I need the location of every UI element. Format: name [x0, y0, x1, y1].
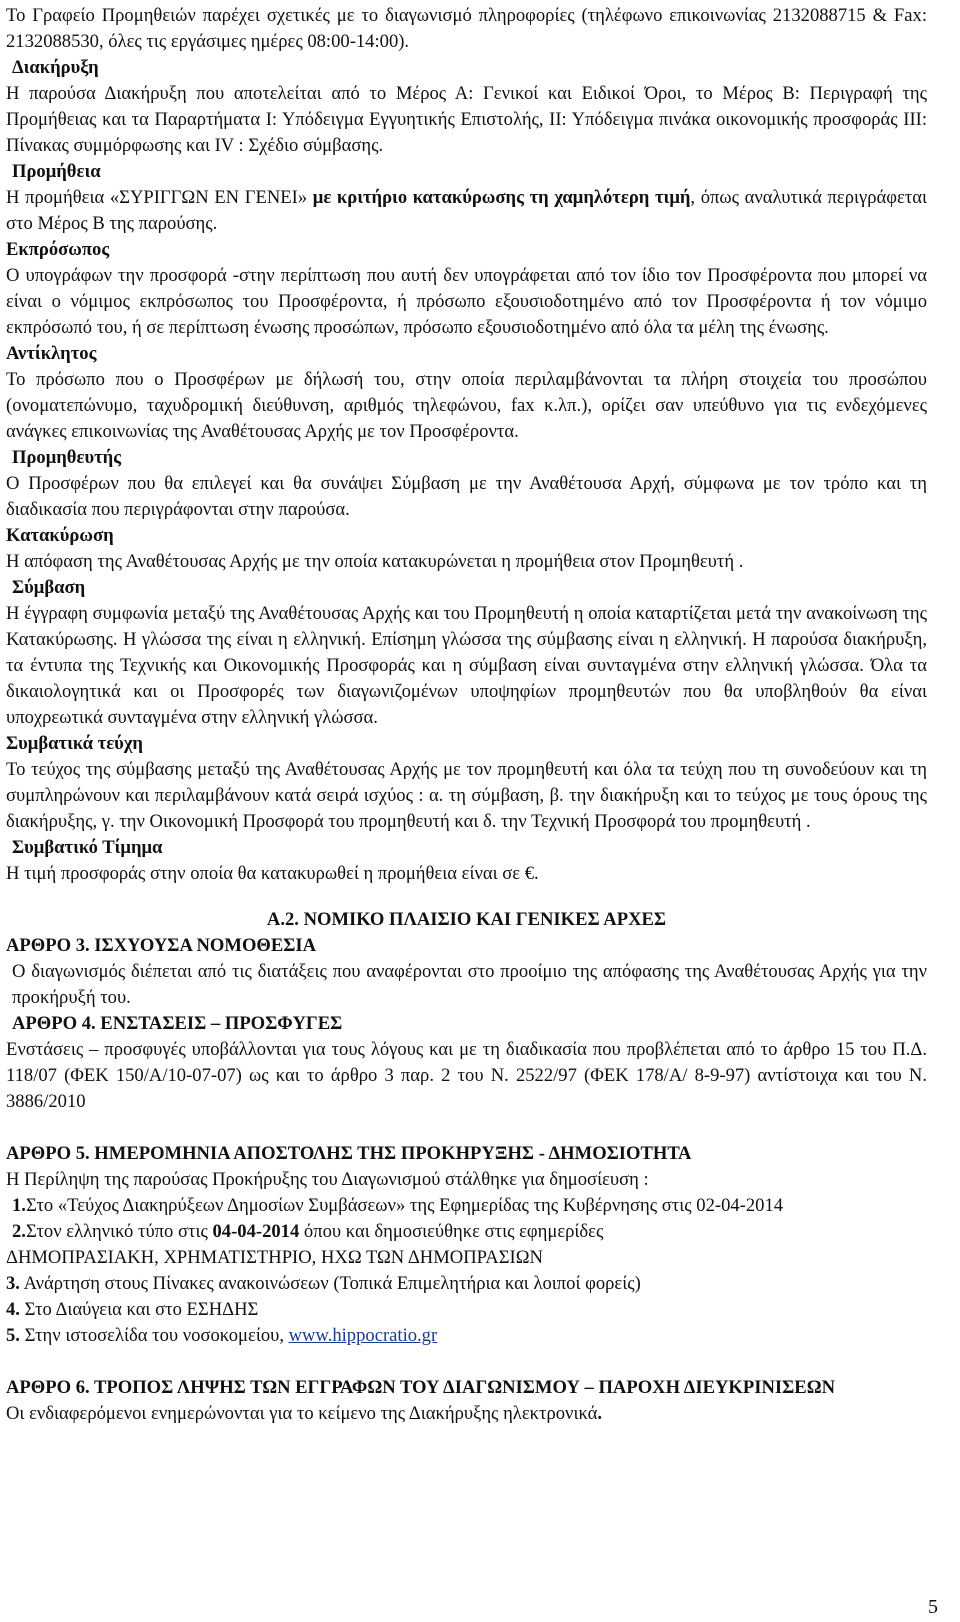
article5-lead: Η Περίληψη της παρούσας Προκήρυξης του Διαγωνισμού στάλθηκε για δημοσίευση :: [6, 1169, 649, 1190]
hospital-website-link[interactable]: www.hippocratio.gr: [288, 1325, 438, 1346]
def-promitheia-criterion: με κριτήριο κατακύρωσης τη χαμηλότερη τιμή: [312, 187, 691, 208]
article3-text: Ο διαγωνισμός διέπεται από τις διατάξεις που αναφέρονται στο προοίμιο της απόφασης της Αναθέτουσας Αρχής για την προκήρυξή του.: [12, 961, 927, 1008]
page-number: 5: [928, 1596, 938, 1618]
item-text: Στον ελληνικό τύπο στις: [25, 1221, 213, 1242]
term-symvatika-tefxi: Συμβατικά τεύχη: [6, 733, 143, 754]
article5-item3: [6, 1271, 927, 1297]
item-text: όπου και δημοσιεύθηκε στις εφημερίδες: [299, 1221, 604, 1242]
article6-title: ΑΡΘΡΟ 6. ΤΡΟΠΟΣ ΛΗΨΗΣ ΤΩΝ ΕΓΓΡΑΦΩΝ ΤΟΥ ΔΙΑΓΩΝΙΣΜΟΥ – ΠΑΡΟΧΗ ΔΙΕΥΚΡΙΝΙΣΕΩΝ: [6, 1377, 836, 1398]
article6-text: [6, 1401, 927, 1427]
publication-date: 04-04-2014: [212, 1221, 300, 1242]
item-number: 1.: [12, 1195, 26, 1216]
item-text: Στο Διαύγεια και στο ΕΣΗΔΗΣ: [19, 1299, 259, 1320]
item-text: Ανάρτηση στους Πίνακες ανακοινώσεων (Τοπικά Επιμελητήρια και λοιποί φορείς): [19, 1273, 641, 1294]
term-symvatiko-timima: Συμβατικό Τίμημα: [12, 837, 163, 858]
article5-item2: [6, 1219, 927, 1245]
article3-title: ΑΡΘΡΟ 3. ΙΣΧΥΟΥΣΑ ΝΟΜΟΘΕΣΙΑ: [6, 935, 317, 956]
article5-title: ΑΡΘΡΟ 5. ΗΜΕΡΟΜΗΝΙΑ ΑΠΟΣΤΟΛΗΣ ΤΗΣ ΠΡΟΚΗΡΥΞΗΣ - ΔΗΜΟΣΙΟΤΗΤΑ: [6, 1143, 692, 1164]
spacer: [6, 1115, 927, 1141]
def-symvatiko-timima: Η τιμή προσφοράς στην οποία θα κατακυρωθεί η προμήθεια είναι σε €.: [6, 863, 539, 884]
term-promitheia: Προμήθεια: [12, 161, 101, 182]
term-symvasi: Σύμβαση: [12, 577, 86, 598]
item-number: 2.: [12, 1221, 26, 1242]
item-number: 4.: [6, 1299, 20, 1320]
article5-item5: [6, 1323, 927, 1349]
section-title: Α.2. ΝΟΜΙΚΟ ΠΛΑΙΣΙΟ ΚΑΙ ΓΕΝΙΚΕΣ ΑΡΧΕΣ: [266, 909, 667, 930]
article4-text: Ενστάσεις – προσφυγές υποβάλλονται για τους λόγους και με τη διαδικασία που προβλέπεται από το άρθρο 15 του Π.Δ. 118/07 (ΦΕΚ 150/Α/10-07-07) ως και το άρθρο 3 παρ. 2 του Ν. 2522/97 (ΦΕΚ 178/Α/ 8-9-97) αντίστοιχα και του Ν. 3886/2010: [6, 1039, 927, 1112]
term-katakyrosi: Κατακύρωση: [6, 525, 114, 546]
def-symvatika-tefxi: Το τεύχος της σύμβασης μεταξύ της Αναθέτουσας Αρχής με τον προμηθευτή και όλα τα τεύχη που τη συνοδεύουν και τη συμπληρώνουν και περιλαμβάνουν κατά σειρά ισχύος : α. τη σύμβαση, β. την διακήρυξη και το τεύχος με τους όρους της διακήρυξης, γ. την Οικονομική Προσφορά του προμηθευτή και δ. την Τεχνική Προσφορά του προμηθευτή .: [6, 759, 927, 832]
def-symvasi: Η έγγραφη συμφωνία μεταξύ της Αναθέτουσας Αρχής και του Προμηθευτή η οποία καταρτίζεται μετά την ανακοίνωση της Κατακύρωσης. Η γλώσσα της είναι η ελληνική. Επίσημη γλώσσα της σύμβασης είναι η ελληνική. Η παρούσα διακήρυξη, τα έντυπα της Τεχνικής και Οικονομικής Προσφοράς και η σύμβαση είναι συνταγμένα στην ελληνική γλώσσα. Όλα τα δικαιολογητικά και οι Προσφορές των διαγωνιζομένων υποψηφίων προμηθευτών που θα υποβληθούν θα είναι υποχρεωτικά συνταγμένα στην ελληνική γλώσσα.: [6, 603, 927, 728]
item-text: Στο «Τεύχος Διακηρύξεων Δημοσίων Συμβάσεων» της Εφημερίδας της Κυβέρνησης στις 02-04-2014: [25, 1195, 784, 1216]
article5-item4: [6, 1297, 927, 1323]
article5-newspapers: ΔΗΜΟΠΡΑΣΙΑΚΗ, ΧΡΗΜΑΤΙΣΤΗΡΙΟ, ΗΧΩ ΤΩΝ ΔΗΜΟΠΡΑΣΙΩΝ: [6, 1247, 543, 1268]
def-katakyrosi: Η απόφαση της Αναθέτουσας Αρχής με την οποία κατακυρώνεται η προμήθεια στον Προμηθευτή .: [6, 551, 744, 572]
spacer: [6, 1349, 927, 1375]
def-promitheftis: Ο Προσφέρων που θα επιλεγεί και θα συνάψει Σύμβαση με την Αναθέτουσα Αρχή, σύμφωνα με τον τρόπο και τη διαδικασία που περιγράφονται στην παρούσα.: [6, 473, 927, 520]
def-ekprosopos: Ο υπογράφων την προσφορά -στην περίπτωση που αυτή δεν υπογράφεται από τον ίδιο τον Προσφέροντα που μπορεί να είναι ο νόμιμος εκπρόσωπος του Προσφέροντα, ή πρόσωπο εξουσιοδοτημένο από τον Προσφέροντα ή τον νόμιμο εκπρόσωπό του, ή σε περίπτωση ένωσης προσώπων, πρόσωπο εξουσιοδοτημένο από όλα τα μέλη της ένωσης.: [6, 265, 927, 338]
term-diakiryxi: Διακήρυξη: [12, 57, 99, 78]
term-promitheftis: Προμηθευτής: [12, 447, 122, 468]
def-diakiryxi: Η παρούσα Διακήρυξη που αποτελείται από το Μέρος Α: Γενικοί και Ειδικοί Όροι, το Μέρος Β: Περιγραφή της Προμήθειας και τα Παραρτήματα Ι: Υπόδειγμα Εγγυητικής Επιστολής, ΙΙ: Υπόδειγμα πινάκα οικονομικής προσφοράς ΙΙΙ: Πίνακας συμμόρφωσης και ΙV : Σχέδιο σύμβασης.: [6, 83, 927, 156]
article6-text-body: Οι ενδιαφερόμενοι ενημερώνονται για το κείμενο της Διακήρυξης ηλεκτρονικά: [6, 1403, 598, 1424]
term-ekprosopos: Εκπρόσωπος: [6, 239, 110, 260]
item-number: 3.: [6, 1273, 20, 1294]
term-antikilitos: Αντίκλητος: [6, 343, 97, 364]
item-number: 5.: [6, 1325, 20, 1346]
def-antikilitos: Το πρόσωπο που ο Προσφέρων με δήλωσή του, στην οποία περιλαμβάνονται τα πλήρη στοιχεία του προσώπου (ονοματεπώνυμο, ταχυδρομική διεύθυνση, αριθμός τηλεφώνου, fax κ.λπ.), ορίζει σαν υπεύθυνο για τις ενδεχόμενες ανάγκες επικοινωνίας της Αναθέτουσας Αρχής με τον Προσφέροντα.: [6, 369, 927, 442]
spacer: [6, 887, 927, 907]
def-promitheia-pre: Η προμήθεια «ΣΥΡΙΓΓΩΝ ΕΝ ΓΕΝΕΙ»: [6, 187, 313, 208]
article5-item1: [6, 1193, 927, 1219]
def-promitheia: [6, 185, 927, 237]
article6-text-end: .: [597, 1403, 603, 1424]
article4-title: ΑΡΘΡΟ 4. ΕΝΣΤΑΣΕΙΣ – ΠΡΟΣΦΥΓΕΣ: [12, 1013, 343, 1034]
def-promitheia-post: , όπως αναλυτικά περιγράφεται στο Μέρος Β της παρούσης.: [6, 187, 927, 234]
item-text: Στην ιστοσελίδα του νοσοκομείου,: [19, 1325, 289, 1346]
intro-paragraph: Το Γραφείο Προμηθειών παρέχει σχετικές με το διαγωνισμό πληροφορίες (τηλέφωνο επικοινωνίας 2132088715 & Fax: 2132088530, όλες τις εργάσιμες ημέρες 08:00-14:00).: [6, 5, 927, 52]
